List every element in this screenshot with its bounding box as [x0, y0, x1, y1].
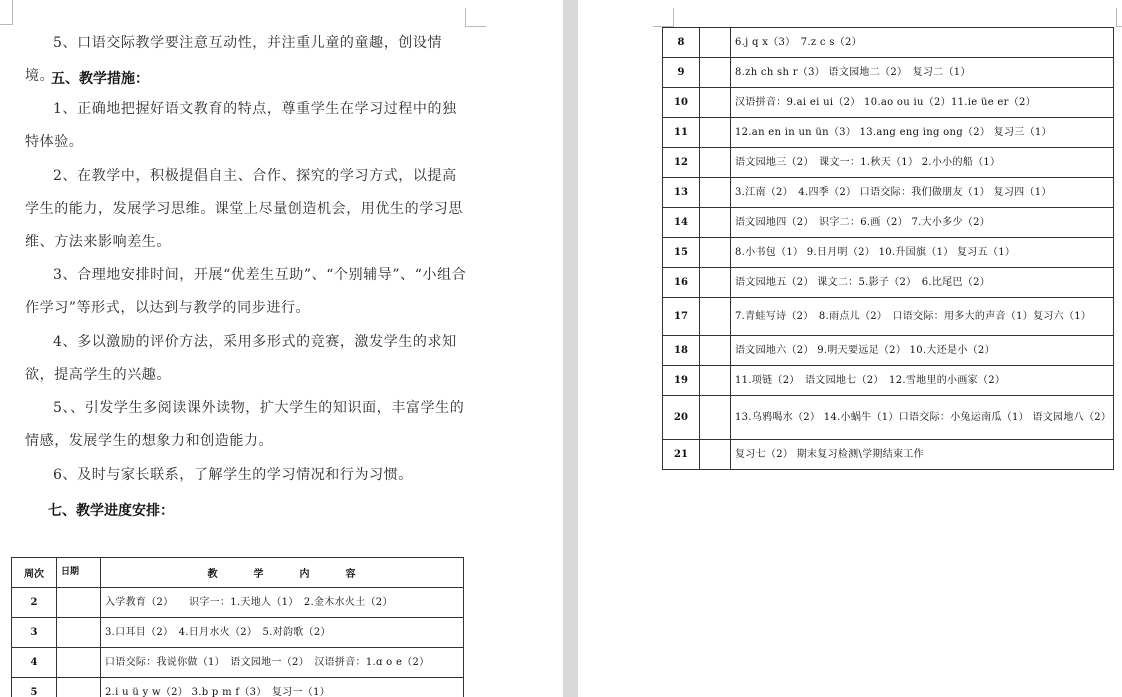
date-cell — [57, 678, 101, 697]
date-cell — [700, 396, 731, 440]
table-row — [12, 618, 464, 648]
content-cell: 汉语拼音：9.ai ei ui（2） 10.ao ou iu（2）11.ie üe er（2） — [731, 88, 1114, 118]
table-row — [663, 118, 1114, 148]
content-cell: 2.i u ü y w（2） 3.b p m f（3） 复习一（1） — [101, 678, 464, 697]
content-cell: 语文园地三（2） 课文一：1.秋天（1） 2.小小的船（1） — [731, 148, 1114, 178]
paragraph-measure-4: 4、多以激励的评价方法，采用多形式的竞赛，激发学生的求知欲，提高学生的兴趣。 — [25, 334, 457, 383]
date-cell — [700, 58, 731, 88]
content-cell: 复习七（2） 期末复习检测\学期结束工作 — [731, 440, 1114, 470]
week-cell: 5 — [12, 678, 57, 697]
week-cell: 19 — [663, 366, 700, 396]
content-cell: 12.an en in un ün（3） 13.ang eng ing ong（2） 复习三（1） — [731, 118, 1114, 148]
date-cell — [700, 148, 731, 178]
week-cell: 9 — [663, 58, 700, 88]
table-row — [663, 336, 1114, 366]
paragraph-measure-3: 3、合理地安排时间，开展“优差生互助”、“个别辅导”、“小组合作学习”等形式，以达到与教学的同步进行。 — [25, 267, 467, 316]
content-cell: 11.项链（2） 语文园地七（2） 12.雪地里的小画家（2） — [731, 366, 1114, 396]
content-cell: 8.zh ch sh r（3） 语文园地二（2） 复习二（1） — [731, 58, 1114, 88]
table-row — [663, 208, 1114, 238]
date-cell — [700, 28, 731, 58]
heading-teaching-schedule: 七、教学进度安排： — [48, 503, 174, 519]
table-row — [12, 588, 464, 618]
content-cell: 口语交际：我说你做（1） 语文园地一（2） 汉语拼音：1.ɑ o e（2） — [101, 648, 464, 678]
page-gutter — [563, 0, 578, 697]
date-cell — [57, 588, 101, 618]
paragraph-measure-5: 5、、引发学生多阅读课外读物，扩大学生的知识面，丰富学生的情感，发展学生的想象力和创造能力。 — [25, 400, 465, 449]
content-cell: 13.乌鸦喝水（2） 14.小蜗牛（1）口语交际：小兔运南瓜（1） 语文园地八（2） — [731, 396, 1114, 440]
week-cell: 17 — [663, 298, 700, 336]
crop-mark-top-left — [0, 0, 13, 25]
date-cell — [700, 440, 731, 470]
schedule-table-right — [662, 27, 1114, 470]
paragraph-measure-1: 1、正确地把握好语文教育的特点，尊重学生在学习过程中的独特体验。 — [25, 101, 457, 150]
table-row — [663, 298, 1114, 336]
paragraph-measure-6: 6、及时与家长联系，了解学生的学习情况和行为习惯。 — [53, 467, 413, 483]
week-cell: 8 — [663, 28, 700, 58]
content-cell: 8.小书包（1） 9.日月明（2） 10.升国旗（1） 复习五（1） — [731, 238, 1114, 268]
crop-mark-top-right — [465, 8, 486, 27]
table-row — [663, 28, 1114, 58]
week-cell: 18 — [663, 336, 700, 366]
table-row — [663, 88, 1114, 118]
header-content-char: 容 — [345, 569, 357, 580]
date-cell — [700, 88, 731, 118]
table-row — [663, 178, 1114, 208]
week-cell: 15 — [663, 238, 700, 268]
week-cell: 4 — [12, 648, 57, 678]
table-row — [663, 396, 1114, 440]
schedule-table-left — [11, 557, 464, 697]
week-cell: 3 — [12, 618, 57, 648]
week-cell: 20 — [663, 396, 700, 440]
week-cell: 2 — [12, 588, 57, 618]
crop-mark-top-left — [653, 8, 674, 27]
week-cell: 13 — [663, 178, 700, 208]
date-cell — [700, 118, 731, 148]
week-cell: 11 — [663, 118, 700, 148]
table-row — [663, 268, 1114, 298]
table-row — [663, 238, 1114, 268]
date-cell — [57, 618, 101, 648]
table-row — [663, 440, 1114, 470]
table-row — [663, 148, 1114, 178]
content-cell: 6.j q x（3） 7.z c s（2） — [731, 28, 1114, 58]
crop-mark-top-right — [1116, 8, 1122, 27]
content-cell: 3.口耳目（2） 4.日月水火（2） 5.对韵歌（2） — [101, 618, 464, 648]
date-cell — [700, 178, 731, 208]
header-content-char: 内 — [299, 569, 311, 580]
header-content-char: 教 — [207, 569, 219, 580]
content-cell: 入学教育（2） 识字一：1.天地人（1） 2.金木水火土（2） — [101, 588, 464, 618]
header-week: 周次 — [12, 558, 57, 588]
heading-teaching-measures: 五、教学措施： — [51, 71, 149, 87]
date-cell — [57, 648, 101, 678]
table-header-row — [12, 558, 464, 588]
header-content — [101, 558, 464, 588]
content-cell: 7.青蛙写诗（2） 8.雨点儿（2） 口语交际：用多大的声音（1）复习六（1） — [731, 298, 1114, 336]
header-content-char: 学 — [253, 569, 265, 580]
table-row — [663, 58, 1114, 88]
paragraph-measure-2: 2、在教学中，积极提倡自主、合作、探究的学习方式，以提高学生的能力，发展学习思维。课堂上尽量创造机会，用优生的学习思维、方法来影响差生。 — [25, 168, 463, 250]
content-cell: 语文园地六（2） 9.明天要远足（2） 10.大还是小（2） — [731, 336, 1114, 366]
table-row — [12, 648, 464, 678]
date-cell — [700, 298, 731, 336]
week-cell: 21 — [663, 440, 700, 470]
week-cell: 10 — [663, 88, 700, 118]
content-cell: 3.江南（2） 4.四季（2） 口语交际：我们做朋友（1） 复习四（1） — [731, 178, 1114, 208]
paragraph-oral-interaction: 5、口语交际教学要注意互动性，并注重儿童的童趣，创设情境。 — [25, 35, 443, 84]
content-cell: 语文园地四（2） 识字二：6.画（2） 7.大小多少（2） — [731, 208, 1114, 238]
week-cell: 16 — [663, 268, 700, 298]
header-date: 日期 — [57, 558, 101, 588]
content-cell: 语文园地五（2） 课文二：5.影子（2） 6.比尾巴（2） — [731, 268, 1114, 298]
date-cell — [700, 366, 731, 396]
week-cell: 14 — [663, 208, 700, 238]
date-cell — [700, 336, 731, 366]
date-cell — [700, 208, 731, 238]
date-cell — [700, 238, 731, 268]
table-row — [12, 678, 464, 697]
date-cell — [700, 268, 731, 298]
week-cell: 12 — [663, 148, 700, 178]
table-row — [663, 366, 1114, 396]
